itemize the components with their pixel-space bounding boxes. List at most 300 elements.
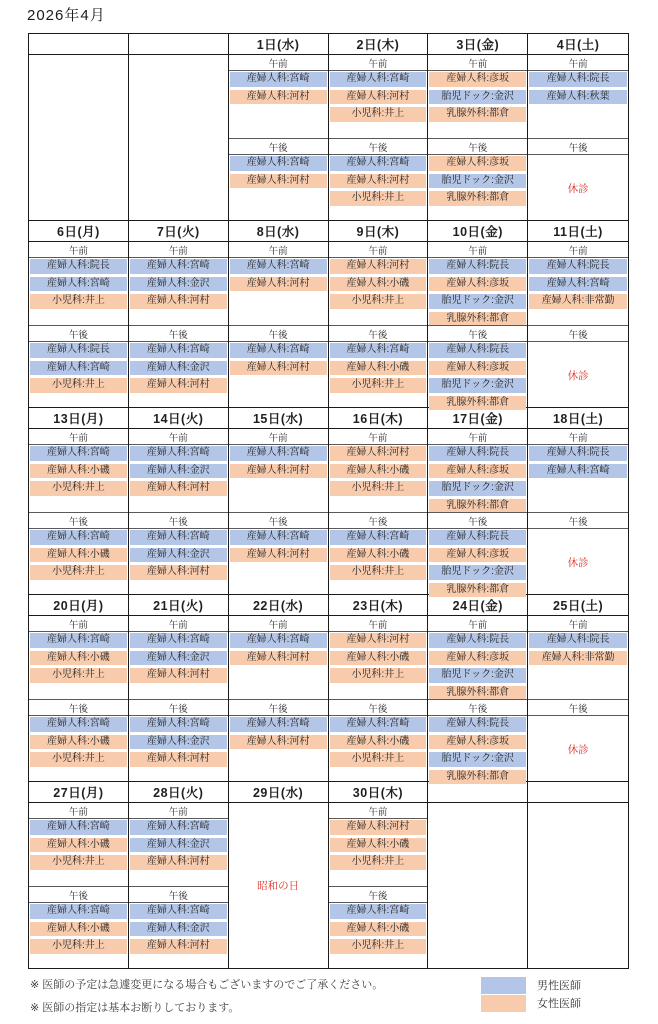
doctor-slot xyxy=(428,277,527,294)
session-section-pm xyxy=(229,325,328,409)
empty-slot xyxy=(229,106,328,123)
doctor-entry: 産婦人科:彦坂 xyxy=(429,735,526,750)
date-header: 27日(月) xyxy=(29,782,128,803)
session-section-am xyxy=(129,616,228,699)
doctor-slot xyxy=(229,343,328,360)
doctor-entry: 小児科:井上 xyxy=(30,752,127,767)
day-body xyxy=(29,429,128,594)
doctor-slots xyxy=(29,343,128,409)
doctor-entry: 産婦人科:彦坂 xyxy=(429,361,526,376)
empty-slot xyxy=(229,497,328,514)
date-header: 2日(木) xyxy=(329,34,428,55)
doctor-slot xyxy=(29,294,128,311)
session-label-am: 午前 xyxy=(528,616,628,632)
doctor-slot xyxy=(129,464,228,481)
legend-label: 男性医師 xyxy=(537,980,581,992)
doctor-entry: 小児科:井上 xyxy=(330,107,427,122)
doctor-entry: 産婦人科:宮崎 xyxy=(230,72,327,87)
doctor-slot xyxy=(129,481,228,498)
empty-slot xyxy=(229,684,328,701)
day-cell xyxy=(29,782,129,968)
date-header xyxy=(29,34,128,55)
doctor-slot xyxy=(329,548,428,565)
doctor-slots xyxy=(329,259,428,325)
doctor-entry: 産婦人科:宮崎 xyxy=(330,904,427,919)
doctor-slot xyxy=(428,752,527,769)
doctor-slots xyxy=(229,259,328,325)
doctor-slots xyxy=(329,820,428,886)
doctor-slot xyxy=(329,717,428,734)
session-section-am xyxy=(329,242,428,325)
doctor-slot xyxy=(129,259,228,276)
doctor-slot xyxy=(229,174,328,191)
doctor-entry: 産婦人科:金沢 xyxy=(130,838,227,853)
session-section-am xyxy=(428,242,527,325)
doctor-slots xyxy=(129,717,228,783)
doctor-entry: 産婦人科:宮崎 xyxy=(230,343,327,358)
doctor-entry: 産婦人科:河村 xyxy=(130,565,227,580)
doctor-slot xyxy=(129,717,228,734)
legend xyxy=(481,976,581,1012)
doctor-slots xyxy=(229,717,328,783)
doctor-slot xyxy=(428,565,527,582)
session-section-am xyxy=(329,55,428,138)
doctor-entry: 産婦人科:宮崎 xyxy=(330,717,427,732)
session-section-pm xyxy=(29,325,128,409)
doctor-slots xyxy=(528,72,628,138)
day-cell xyxy=(428,34,528,220)
date-header: 18日(土) xyxy=(528,408,628,429)
session-label-pm: 午後 xyxy=(229,700,328,716)
doctor-slot xyxy=(329,820,428,837)
doctor-slot xyxy=(528,277,628,294)
day-cell xyxy=(229,408,329,594)
doctor-entry: 産婦人科:河村 xyxy=(230,735,327,750)
doctor-entry: 産婦人科:宮崎 xyxy=(30,904,127,919)
date-header: 15日(水) xyxy=(229,408,328,429)
session-label-am: 午前 xyxy=(528,429,628,445)
session-section-am xyxy=(329,429,428,512)
date-header: 17日(金) xyxy=(428,408,527,429)
doctor-slot xyxy=(229,156,328,173)
date-header: 29日(水) xyxy=(229,782,328,803)
session-section-pm xyxy=(528,699,628,782)
doctor-entry: 産婦人科:彦坂 xyxy=(429,156,526,171)
doctor-entry: 産婦人科:宮崎 xyxy=(30,361,127,376)
doctor-slot xyxy=(428,259,527,276)
doctor-entry: 産婦人科:院長 xyxy=(529,446,627,461)
doctor-slot xyxy=(528,446,628,463)
doctor-slot xyxy=(229,361,328,378)
doctor-entry: 産婦人科:小磯 xyxy=(330,922,427,937)
doctor-slot xyxy=(229,446,328,463)
doctor-entry: 産婦人科:宮崎 xyxy=(330,156,427,171)
doctor-slot xyxy=(129,939,228,956)
session-section-pm xyxy=(129,325,228,409)
doctor-entry: 産婦人科:小磯 xyxy=(330,838,427,853)
day-cell xyxy=(129,782,229,968)
doctor-slot xyxy=(229,548,328,565)
session-label-pm: 午後 xyxy=(329,887,428,903)
week-row xyxy=(29,220,628,407)
doctor-slots xyxy=(329,156,428,222)
doctor-entry: 産婦人科:宮崎 xyxy=(30,820,127,835)
date-header: 10日(金) xyxy=(428,221,527,242)
day-body xyxy=(528,616,628,781)
doctor-slot xyxy=(129,735,228,752)
session-label-pm: 午後 xyxy=(428,513,527,529)
session-section-pm xyxy=(329,325,428,409)
session-label-am: 午前 xyxy=(329,429,428,445)
doctor-entry: 乳腺外科:都倉 xyxy=(429,583,526,598)
doctor-entry: 産婦人科:河村 xyxy=(130,939,227,954)
empty-slot xyxy=(29,956,128,973)
day-cell xyxy=(29,221,129,407)
session-label-pm: 午後 xyxy=(528,326,628,342)
doctor-entry: 小児科:井上 xyxy=(330,855,427,870)
doctor-slot xyxy=(29,565,128,582)
doctor-entry: 産婦人科:宮崎 xyxy=(230,530,327,545)
doctor-slots xyxy=(329,343,428,409)
session-section-am xyxy=(129,429,228,512)
session-section-am xyxy=(229,242,328,325)
doctor-slots xyxy=(528,259,628,325)
doctor-entry: 産婦人科:宮崎 xyxy=(230,633,327,648)
session-section-am xyxy=(329,803,428,886)
doctor-slots xyxy=(229,343,328,409)
doctor-slot xyxy=(329,191,428,208)
doctor-entry: 産婦人科:小磯 xyxy=(30,838,127,853)
doctor-slot xyxy=(428,90,527,107)
session-label-am: 午前 xyxy=(329,242,428,258)
day-body xyxy=(29,803,128,968)
session-label-am: 午前 xyxy=(229,616,328,632)
doctor-slot xyxy=(29,378,128,395)
doctor-slots xyxy=(129,259,228,325)
note-line: ※ 医師の予定は急遽変更になる場合もございますのでご了承ください。 xyxy=(30,979,384,991)
doctor-entry: 産婦人科:院長 xyxy=(429,633,526,648)
doctor-slot xyxy=(29,259,128,276)
doctor-slot xyxy=(329,378,428,395)
session-label-pm: 午後 xyxy=(29,326,128,342)
session-label-am: 午前 xyxy=(329,803,428,819)
doctor-entry: 産婦人科:河村 xyxy=(130,752,227,767)
date-header: 25日(土) xyxy=(528,595,628,616)
doctor-slots xyxy=(129,446,228,512)
session-label-am: 午前 xyxy=(428,429,527,445)
doctor-slot xyxy=(329,277,428,294)
male-doctor-color-swatch xyxy=(481,977,526,994)
doctor-entry: 産婦人科:小磯 xyxy=(30,735,127,750)
doctor-entry: 産婦人科:金沢 xyxy=(130,464,227,479)
doctor-entry: 産婦人科:宮崎 xyxy=(30,446,127,461)
day-cell xyxy=(528,595,628,781)
doctor-slot xyxy=(129,565,228,582)
doctor-entry: 産婦人科:宮崎 xyxy=(130,717,227,732)
day-body xyxy=(528,55,628,220)
session-label-am: 午前 xyxy=(329,616,428,632)
holiday-notice: 昭和の日 xyxy=(257,880,300,892)
doctor-slot xyxy=(528,259,628,276)
doctor-entry: 産婦人科:河村 xyxy=(330,174,427,189)
doctor-slot xyxy=(329,752,428,769)
doctor-entry: 産婦人科:宮崎 xyxy=(330,530,427,545)
doctor-entry: 産婦人科:河村 xyxy=(130,855,227,870)
doctor-entry: 産婦人科:宮崎 xyxy=(30,530,127,545)
doctor-entry: 産婦人科:河村 xyxy=(230,464,327,479)
session-label-am: 午前 xyxy=(129,616,228,632)
doctor-slot xyxy=(428,156,527,173)
session-label-am: 午前 xyxy=(229,55,328,71)
doctor-slots xyxy=(528,633,628,699)
doctor-entry: 産婦人科:院長 xyxy=(30,259,127,274)
doctor-entry: 産婦人科:小磯 xyxy=(330,464,427,479)
doctor-entry: 小児科:井上 xyxy=(330,939,427,954)
session-section-pm xyxy=(329,512,428,596)
doctor-slot xyxy=(229,530,328,547)
doctor-slot xyxy=(129,343,228,360)
empty-slot xyxy=(229,751,328,768)
doctor-entry: 乳腺外科:都倉 xyxy=(429,499,526,514)
day-body xyxy=(329,616,428,781)
doctor-entry: 産婦人科:宮崎 xyxy=(130,633,227,648)
doctor-entry: 産婦人科:秋葉 xyxy=(529,90,627,105)
session-section-pm xyxy=(528,512,628,595)
date-header: 24日(金) xyxy=(428,595,527,616)
doctor-slot xyxy=(428,717,527,734)
doctor-slots xyxy=(428,156,527,222)
doctor-entry: 産婦人科:宮崎 xyxy=(30,633,127,648)
doctor-slots xyxy=(29,530,128,596)
doctor-entry: 産婦人科:金沢 xyxy=(130,922,227,937)
doctor-entry: 産婦人科:院長 xyxy=(529,72,627,87)
doctor-entry: 産婦人科:小磯 xyxy=(330,735,427,750)
doctor-entry: 産婦人科:小磯 xyxy=(330,548,427,563)
doctor-entry: 小児科:井上 xyxy=(330,668,427,683)
doctor-entry: 産婦人科:院長 xyxy=(429,259,526,274)
doctor-slot xyxy=(129,633,228,650)
doctor-entry: 産婦人科:非常勤 xyxy=(529,294,627,309)
doctor-entry: 乳腺外科:都倉 xyxy=(429,107,526,122)
doctor-slots xyxy=(428,446,527,512)
day-cell xyxy=(229,782,329,968)
day-cell xyxy=(428,595,528,781)
session-section-pm xyxy=(428,138,527,222)
empty-slot xyxy=(528,106,628,123)
empty-slot xyxy=(129,956,228,973)
doctor-slot xyxy=(129,668,228,685)
day-body xyxy=(129,429,228,594)
date-header: 3日(金) xyxy=(428,34,527,55)
legend-label: 女性医師 xyxy=(537,998,581,1010)
date-header: 28日(火) xyxy=(129,782,228,803)
doctor-slots xyxy=(428,530,527,596)
empty-slot xyxy=(528,667,628,684)
legend-row-female xyxy=(481,994,581,1012)
doctor-slot xyxy=(129,904,228,921)
day-body xyxy=(229,429,328,594)
empty-slot xyxy=(229,293,328,310)
day-cell xyxy=(428,408,528,594)
doctor-entry: 産婦人科:河村 xyxy=(130,481,227,496)
day-cell xyxy=(329,782,429,968)
doctor-slots xyxy=(229,156,328,222)
doctor-slots xyxy=(329,530,428,596)
doctor-entry: 小児科:井上 xyxy=(30,939,127,954)
doctor-slot xyxy=(29,820,128,837)
doctor-slot xyxy=(329,343,428,360)
day-cell xyxy=(29,595,129,781)
doctor-slot xyxy=(129,530,228,547)
doctor-slot xyxy=(29,481,128,498)
doctor-slot xyxy=(29,939,128,956)
day-cell xyxy=(329,595,429,781)
doctor-slot xyxy=(29,530,128,547)
date-header: 21日(火) xyxy=(129,595,228,616)
doctor-slot xyxy=(329,565,428,582)
empty-slot xyxy=(528,480,628,497)
doctor-slot xyxy=(428,191,527,208)
date-header: 6日(月) xyxy=(29,221,128,242)
doctor-slot xyxy=(229,72,328,89)
doctor-slot xyxy=(229,651,328,668)
day-cell xyxy=(129,595,229,781)
doctor-entry: 産婦人科:彦坂 xyxy=(429,277,526,292)
doctor-entry: 産婦人科:河村 xyxy=(330,446,427,461)
doctor-slot xyxy=(129,446,228,463)
date-header: 13日(月) xyxy=(29,408,128,429)
doctor-entry: 産婦人科:彦坂 xyxy=(429,464,526,479)
session-section-pm xyxy=(428,512,527,596)
doctor-slot xyxy=(229,277,328,294)
doctor-slot xyxy=(428,548,527,565)
day-body xyxy=(229,242,328,407)
day-body xyxy=(428,242,527,407)
date-header xyxy=(428,782,527,803)
doctor-entry: 産婦人科:宮崎 xyxy=(130,530,227,545)
session-section-pm xyxy=(329,699,428,783)
doctor-entry: 産婦人科:院長 xyxy=(529,259,627,274)
session-section-pm xyxy=(129,699,228,783)
day-cell xyxy=(229,34,329,220)
doctor-slots xyxy=(29,259,128,325)
session-label-pm: 午後 xyxy=(129,513,228,529)
doctor-entry: 産婦人科:宮崎 xyxy=(529,464,627,479)
week-row xyxy=(29,781,628,968)
doctor-slot xyxy=(428,174,527,191)
doctor-slot xyxy=(329,446,428,463)
doctor-slot xyxy=(428,446,527,463)
doctor-entry: 産婦人科:宮崎 xyxy=(230,446,327,461)
doctor-entry: 産婦人科:非常勤 xyxy=(529,651,627,666)
session-label-am: 午前 xyxy=(229,242,328,258)
empty-slot xyxy=(229,564,328,581)
day-cell xyxy=(528,782,628,968)
session-label-am: 午前 xyxy=(528,242,628,258)
doctor-slot xyxy=(129,651,228,668)
day-body xyxy=(29,242,128,407)
doctor-slot xyxy=(528,464,628,481)
doctor-entry: 産婦人科:河村 xyxy=(130,294,227,309)
doctor-entry: 産婦人科:宮崎 xyxy=(529,277,627,292)
session-section-pm xyxy=(528,138,628,221)
doctor-slot xyxy=(329,922,428,939)
doctor-entry: 産婦人科:小磯 xyxy=(330,651,427,666)
doctor-slot xyxy=(329,651,428,668)
doctor-slot xyxy=(329,939,428,956)
doctor-entry: 産婦人科:小磯 xyxy=(330,277,427,292)
day-cell xyxy=(329,408,429,594)
doctor-slot xyxy=(428,481,527,498)
doctor-slot xyxy=(428,633,527,650)
doctor-slots xyxy=(428,72,527,138)
session-label-am: 午前 xyxy=(329,55,428,71)
day-body xyxy=(428,803,527,968)
doctor-entry: 胎児ドック:金沢 xyxy=(429,294,526,309)
doctor-slot xyxy=(29,446,128,463)
session-label-pm: 午後 xyxy=(29,887,128,903)
date-header xyxy=(528,782,628,803)
doctor-slot xyxy=(229,633,328,650)
day-body xyxy=(229,55,328,220)
day-body xyxy=(528,429,628,594)
session-label-pm: 午後 xyxy=(428,700,527,716)
session-section-pm xyxy=(229,699,328,783)
doctor-slots xyxy=(129,530,228,596)
doctor-slot xyxy=(428,735,527,752)
doctor-entry: 小児科:井上 xyxy=(30,668,127,683)
doctor-slots xyxy=(29,717,128,783)
session-section-am xyxy=(229,55,328,138)
doctor-entry: 産婦人科:院長 xyxy=(429,530,526,545)
closed-notice: 休診 xyxy=(567,556,589,569)
doctor-slot xyxy=(29,904,128,921)
empty-slot xyxy=(229,377,328,394)
session-label-am: 午前 xyxy=(229,429,328,445)
doctor-slot xyxy=(129,548,228,565)
doctor-entry: 産婦人科:院長 xyxy=(429,446,526,461)
session-section-am xyxy=(29,803,128,886)
session-label-pm: 午後 xyxy=(528,139,628,155)
session-section-pm xyxy=(229,138,328,222)
empty-slot xyxy=(229,310,328,327)
doctor-slot xyxy=(129,820,228,837)
doctor-slot xyxy=(428,530,527,547)
doctor-slot xyxy=(528,90,628,107)
doctor-entry: 産婦人科:小磯 xyxy=(30,651,127,666)
doctor-slot xyxy=(428,651,527,668)
session-section-pm xyxy=(428,699,527,783)
doctor-entry: 乳腺外科:都倉 xyxy=(429,686,526,701)
doctor-entry: 産婦人科:宮崎 xyxy=(230,259,327,274)
day-body xyxy=(528,242,628,407)
doctor-entry: 産婦人科:金沢 xyxy=(130,277,227,292)
doctor-slot xyxy=(329,156,428,173)
doctor-entry: 胎児ドック:金沢 xyxy=(429,752,526,767)
doctor-entry: 胎児ドック:金沢 xyxy=(429,481,526,496)
doctor-slot xyxy=(129,855,228,872)
legend-row-male xyxy=(481,976,581,994)
day-body xyxy=(129,55,228,220)
session-section-am xyxy=(528,429,628,512)
doctor-entry: 産婦人科:宮崎 xyxy=(130,820,227,835)
session-section-pm xyxy=(229,512,328,596)
week-row xyxy=(29,34,628,220)
doctor-slot xyxy=(329,174,428,191)
session-section-am xyxy=(29,616,128,699)
doctor-slot xyxy=(329,904,428,921)
day-cell xyxy=(229,595,329,781)
